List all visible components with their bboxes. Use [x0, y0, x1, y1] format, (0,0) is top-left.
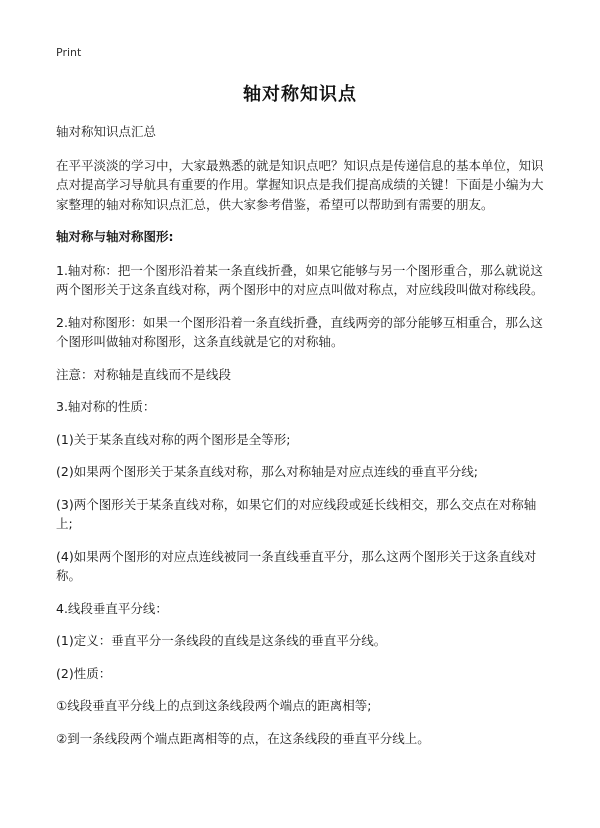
intro-paragraph: 在平平淡淡的学习中，大家最熟悉的就是知识点吧？知识点是传递信息的基本单位，知识点对提高学习导航具有重要的作用。掌握知识点是我们提高成绩的关键！下面是小编为大家整理的轴对称知识点汇总，供大家参考借鉴，希望可以帮助到有需要的朋友。 [56, 157, 544, 212]
bisector-properties-label: (2)性质： [56, 665, 112, 681]
property-item-4: (4)如果两个图形的对应点连线被同一条直线垂直平分，那么这两个图形关于这条直线对称。 [56, 548, 537, 583]
bisector-property-b: ②到一条线段两个端点距离相等的点，在这条线段的垂直平分线上。 [56, 730, 430, 746]
paragraph-symmetric-figure: 2.轴对称图形：如果一个图形沿着一条直线折叠，直线两旁的部分能够互相重合，那么这个图形叫做轴对称图形，这条直线就是它的对称轴。 [56, 314, 543, 349]
page-title: 轴对称知识点 [243, 84, 357, 105]
property-item-2: (2)如果两个图形关于某条直线对称，那么对称轴是对应点连线的垂直平分线; [56, 464, 478, 479]
bisector-property-a: ①线段垂直平分线上的点到这条线段两个端点的距离相等; [56, 698, 372, 713]
paragraph-bisector-heading: 4.线段垂直平分线： [56, 600, 168, 616]
property-item-3: (3)两个图形关于某条直线对称，如果它们的对应线段或延长线相交，那么交点在对称轴上; [56, 496, 537, 531]
document-body [56, 122, 548, 761]
section-heading: 轴对称与轴对称图形: [56, 229, 174, 244]
paragraph-axial-symmetry: 1.轴对称：把一个图形沿着某一条直线折叠，如果它能够与另一个图形重合，那么就说这两个图形关于这条直线对称，两个图形中的对应点叫做对称点，对应线段叫做对称线段。 [56, 262, 544, 297]
paragraph-note: 注意：对称轴是直线而不是线段 [56, 366, 232, 382]
paragraph-properties-heading: 3.轴对称的性质： [56, 399, 156, 414]
property-item-1: (1)关于某条直线对称的两个图形是全等形; [56, 431, 291, 447]
bisector-definition: (1)定义：垂直平分一条线段的直线是这条线的垂直平分线。 [56, 633, 387, 648]
document-subtitle: 轴对称知识点汇总 [56, 124, 157, 139]
print-link[interactable]: Print [56, 46, 82, 59]
